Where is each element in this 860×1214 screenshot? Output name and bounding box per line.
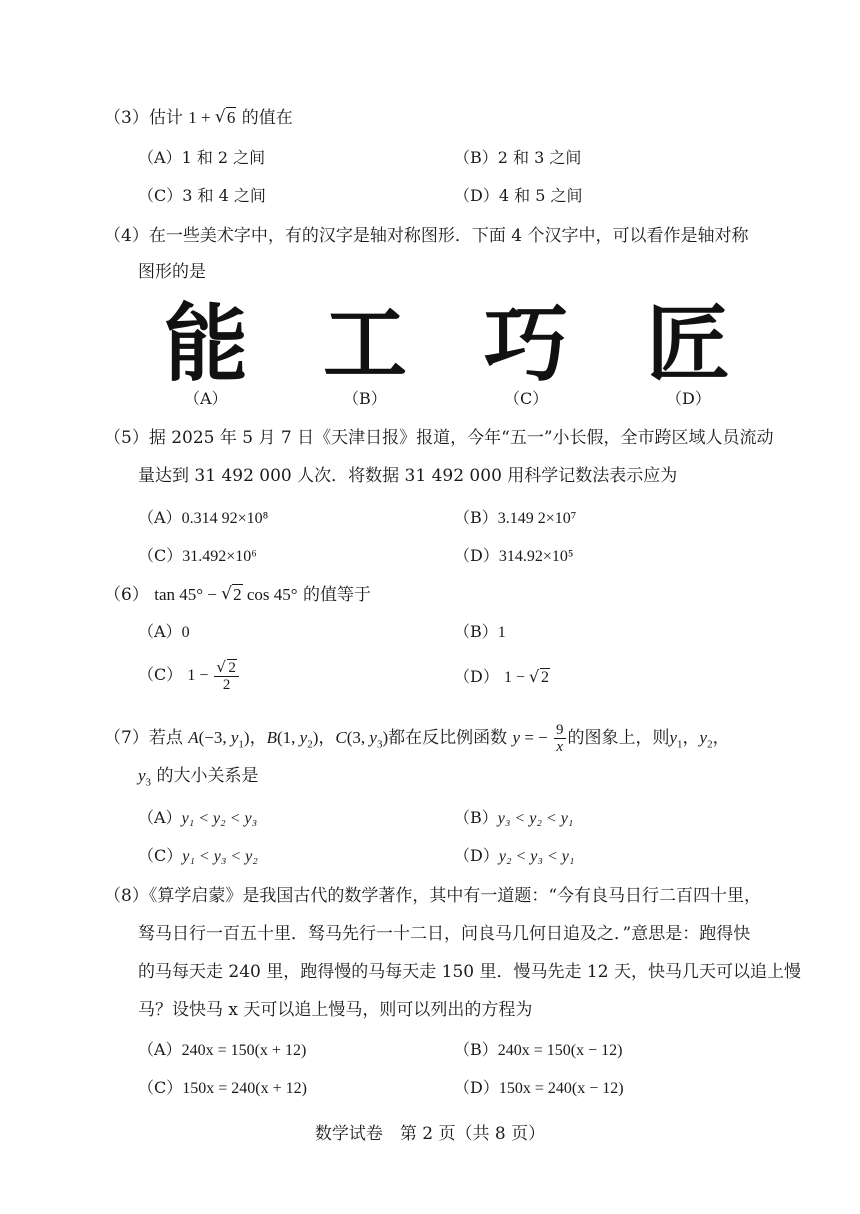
- question-8-line-3: 的马每天走 240 里，跑得慢的马每天走 150 里．慢马先走 12 天，快马几天可以追上慢: [138, 962, 801, 982]
- char-label-c: （C）: [504, 389, 549, 408]
- q8-option-a[interactable]: （A）240x = 150(x + 12): [138, 1040, 307, 1059]
- question-text: 《算学启蒙》是我国古代的数学著作，其中有一道题：“今有良马日行二百四十里，: [148, 886, 762, 906]
- question-number: （3）: [104, 108, 149, 128]
- question-7-line-2: $y_3$ 的大小关系是: [138, 766, 259, 789]
- math-expression: tan 45° − √ 2 cos 45°: [154, 585, 297, 604]
- q3-option-b[interactable]: （B）2 和 3 之间: [454, 148, 582, 167]
- question-text: 在一些美术字中，有的汉字是轴对称图形．下面 4 个汉字中，可以看作是轴对称: [148, 226, 749, 246]
- question-number: （8）: [104, 886, 149, 906]
- question-number: （4）: [104, 226, 149, 246]
- math-expression: 1 − √ $\frac{2}{2}$: [187, 667, 241, 684]
- q5-option-b[interactable]: （B）3.149 2×10⁷: [454, 508, 577, 527]
- q3-option-d[interactable]: （D）4 和 5 之间: [454, 186, 583, 205]
- question-text: 估计: [148, 108, 183, 128]
- function-expression: y: [512, 728, 521, 747]
- q5-option-a[interactable]: （A）0.314 92×10⁸: [138, 508, 269, 527]
- q6-option-b[interactable]: （B）1: [454, 622, 506, 641]
- page-footer: 数学试卷 第 2 页（共 8 页）: [314, 1124, 546, 1144]
- q5-option-c[interactable]: （C）31.492×10⁶: [138, 546, 257, 565]
- q5-option-d[interactable]: （D）314.92×10⁵: [454, 546, 574, 565]
- math-expression: 1 + √ 6: [188, 108, 236, 127]
- q3-option-a[interactable]: （A）1 和 2 之间: [138, 148, 266, 167]
- question-number: （7）: [104, 728, 149, 748]
- q7-option-a[interactable]: （A）y₁ < y₂ < y₃: [138, 808, 258, 827]
- q3-option-c[interactable]: （C）3 和 4 之间: [138, 186, 266, 205]
- question-7: （7）若点 A(−3, $y_1$)，B(1, $y_2$)，C(3, $y_3$)都在反比例函数 y = − $\frac{9}{x}$ 的图象上，则$y_1$，$y_2$，: [104, 722, 730, 755]
- question-text: 的值在: [241, 108, 293, 128]
- q6-option-c[interactable]: （C） 1 − √ $\frac{2}{2}$: [138, 660, 241, 693]
- question-8-line-2: 驽马日行一百五十里．驽马先行一十二日，问良马几何日追及之．”意思是：跑得快: [138, 924, 751, 944]
- char-option-b[interactable]: 工: [323, 295, 408, 393]
- q8-option-b[interactable]: （B）240x = 150(x − 12): [454, 1040, 623, 1059]
- char-label-d: （D）: [666, 389, 711, 408]
- points: A: [188, 728, 199, 747]
- question-5: [104, 428, 774, 448]
- char-option-d[interactable]: 匠: [646, 295, 731, 393]
- char-option-a[interactable]: 能: [164, 295, 249, 393]
- q8-option-c[interactable]: （C）150x = 240(x + 12): [138, 1078, 307, 1097]
- q7-option-d[interactable]: （D）y₂ < y₃ < y₁: [454, 846, 575, 865]
- char-label-b: （B）: [343, 389, 387, 408]
- q6-option-a[interactable]: （A）0: [138, 622, 190, 641]
- question-text: 的值等于: [303, 585, 372, 605]
- question-4: [104, 226, 748, 246]
- question-4-line-2: 图形的是: [138, 262, 206, 282]
- char-label-a: （A）: [184, 389, 228, 408]
- char-option-c[interactable]: 巧: [484, 295, 569, 393]
- question-8-line-4: 马？设快马 x 天可以追上慢马，则可以列出的方程为: [138, 1000, 533, 1020]
- question-number: （6）: [104, 585, 149, 605]
- question-5-line-2: 量达到 31 492 000 人次．将数据 31 492 000 用科学记数法表示应为: [138, 466, 678, 486]
- q7-option-b[interactable]: （B）y₃ < y₂ < y₁: [454, 808, 574, 827]
- q8-option-d[interactable]: （D）150x = 240(x − 12): [454, 1078, 624, 1097]
- question-8: [104, 886, 761, 906]
- q6-option-d[interactable]: （D） 1 − √ 2: [454, 667, 550, 688]
- q7-option-c[interactable]: （C）y₁ < y₃ < y₂: [138, 846, 258, 865]
- question-text: 据 2025 年 5 月 7 日《天津日报》报道，今年“五一”小长假，全市跨区域人员流动: [148, 428, 774, 448]
- question-3: [104, 108, 293, 128]
- question-number: （5）: [104, 428, 149, 448]
- question-6: [104, 585, 371, 605]
- math-expression: 1 − √ 2: [504, 669, 550, 686]
